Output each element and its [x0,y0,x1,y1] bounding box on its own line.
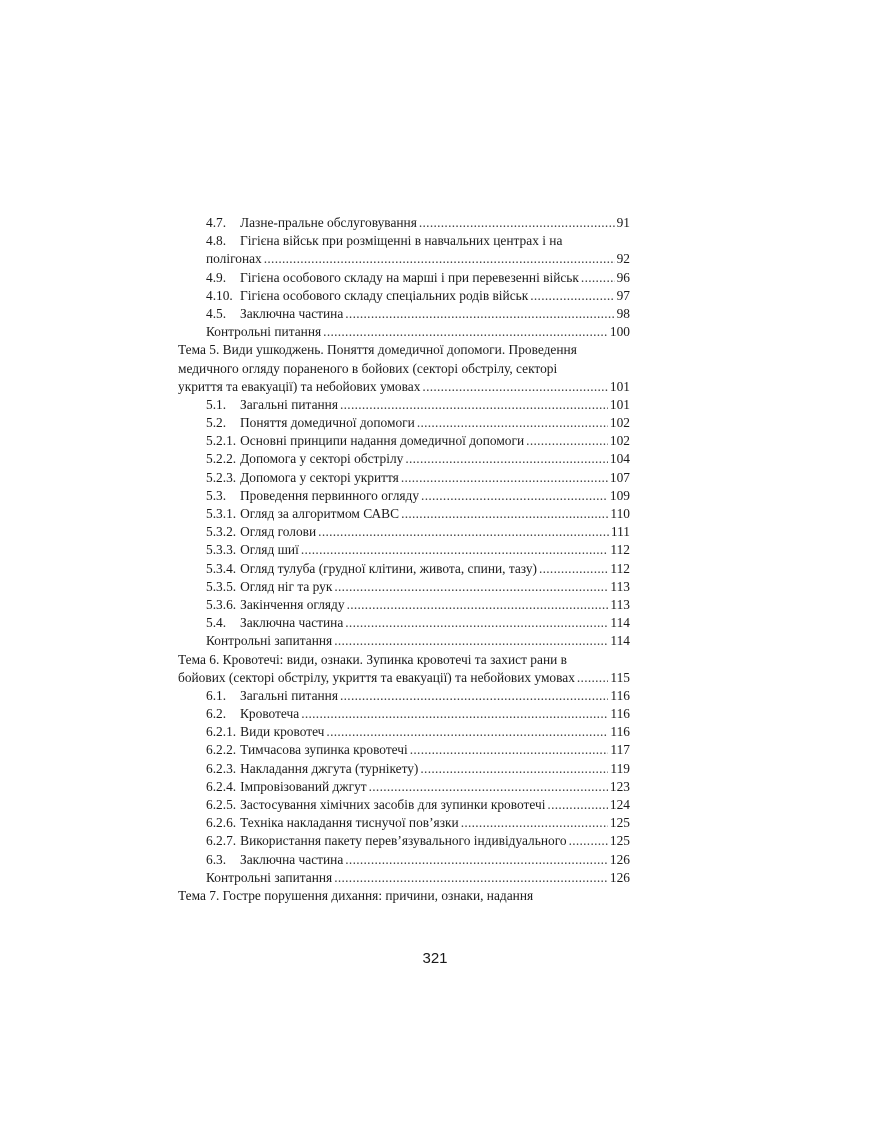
toc-entry-page: 119 [610,760,630,776]
toc-entry-number: 5.2.1. [206,433,237,449]
toc-leader-dots [334,632,608,650]
toc-entry [178,541,630,559]
toc-leader-dots [326,723,608,741]
toc-entry-number: 5.2.3. [206,469,237,485]
toc-entry [178,596,630,614]
toc-entry-number: 6.2.2. [206,742,237,758]
toc-entry-number: 6.3. [206,851,227,867]
toc-entry [178,651,630,669]
toc-leader-dots [405,450,608,468]
toc-leader-dots [422,378,607,396]
toc-entry [178,687,630,705]
toc-entry-title: Контрольні запитання [206,869,333,885]
toc-entry [178,360,630,378]
toc-entry-title: укриття та евакуації) та небойових умовах [178,378,421,394]
toc-entry [178,287,630,305]
toc-leader-dots [334,578,608,596]
toc-entry [178,814,630,832]
toc-entry-page: 116 [610,724,630,740]
toc-entry-number: 5.2. [206,415,227,431]
toc-entry-page: 126 [609,851,630,867]
toc-entry-title: Заключна частина [240,305,344,321]
toc-entry-number: 5.3. [206,487,227,503]
toc-leader-dots [345,614,608,632]
toc-entry-page: 112 [610,560,630,576]
toc-entry-page: 102 [609,415,630,431]
toc-entry-page: 110 [610,506,630,521]
toc-entry [178,378,630,396]
toc-entry-title: Поняття домедичної допомоги [240,415,415,431]
toc-entry-page: 116 [610,687,630,703]
toc-entry-title: Імпровізований джгут [240,778,367,794]
toc-entry [178,851,630,869]
toc-entry [178,523,630,541]
toc-leader-dots [547,796,607,814]
toc-entry-title: бойових (секторі обстрілу, укриття та евакуації) та небойових умовах [178,669,575,685]
toc-entry-page: 111 [610,524,630,540]
toc-leader-dots [420,760,608,778]
toc-entry-title: Застосування хімічних засобів для зупинки кровотечі [240,797,546,812]
toc-entry-title: Заключна частина [240,851,344,867]
toc-entry [178,760,630,778]
toc-entry-page: 107 [609,469,630,485]
toc-leader-dots [401,505,608,523]
toc-entry-title: Гігієна особового складу спеціальних родів військ [240,287,529,303]
toc-entry-number: 6.2.5. [206,797,237,812]
toc-entry [178,469,630,487]
toc-entry-title: Тимчасова зупинка кровотечі [240,742,408,758]
toc-leader-dots [334,869,608,887]
toc-entry-title: Тема 5. Види ушкоджень. Поняття домедичної допомоги. Проведення [178,342,577,358]
toc-entry-number: 6.2.4. [206,778,237,794]
toc-leader-dots [340,396,608,414]
toc-entry [178,323,630,341]
toc-entry [178,869,630,887]
toc-entry-page: 102 [609,433,630,449]
toc-leader-dots [264,250,615,268]
toc-leader-dots [417,414,608,432]
toc-leader-dots [421,487,608,505]
toc-entry [178,705,630,723]
toc-leader-dots [569,832,608,850]
toc-entry-page: 91 [616,215,630,230]
toc-leader-dots [369,778,608,796]
toc-entry-number: 4.8. [206,233,227,249]
toc-entry [178,341,630,359]
toc-leader-dots [318,523,609,541]
toc-entry-page: 126 [609,869,630,885]
toc-entry-title: Гігієна особового складу на марші і при перевезенні військ [240,269,579,285]
toc-leader-dots [301,541,609,559]
toc-entry [178,414,630,432]
toc-entry-number: 5.3.5. [206,578,237,594]
toc-entry-number: 6.1. [206,687,227,703]
toc-leader-dots [419,214,615,232]
toc-entry [178,578,630,596]
toc-entry-title: Загальні питання [240,687,339,703]
toc-entry-page: 114 [610,633,630,649]
toc-entry [178,432,630,450]
toc-entry [178,487,630,505]
toc-entry-page: 117 [610,742,630,758]
toc-leader-dots [539,560,608,578]
toc-entry [178,560,630,578]
toc-entry-page: 100 [609,324,630,340]
toc-entry-number: 6.2.7. [206,833,237,849]
toc-entry [178,450,630,468]
toc-entry-page: 113 [610,596,630,612]
toc-entry-title: Огляд ніг та рук [240,578,333,594]
toc-entry-number: 6.2.6. [206,815,237,831]
toc-entry-page: 123 [609,778,630,794]
toc-entry-title: полігонах [206,251,262,267]
toc-leader-dots [340,687,608,705]
toc-entry-page: 101 [609,378,630,394]
toc-entry-number: 6.2.3. [206,760,237,776]
toc-leader-dots [577,669,609,687]
toc-entry [178,250,630,268]
toc-entry-title: Огляд тулуба (грудної клітини, живота, спини, тазу) [240,560,537,576]
toc-entry-title: Контрольні питання [206,324,322,340]
toc-entry-page: 104 [609,451,630,467]
toc-leader-dots [345,851,608,869]
toc-entry [178,269,630,287]
toc-entry-page: 112 [610,542,630,558]
toc-entry-page: 124 [609,797,630,812]
toc-entry-title: Тема 7. Гостре порушення дихання: причини, ознаки, надання [178,887,534,903]
toc-leader-dots [345,305,614,323]
toc-entry [178,396,630,414]
toc-entry-title: Тема 6. Кровотечі: види, ознаки. Зупинка кровотечі та захист рани в [178,651,567,667]
toc-entry [178,614,630,632]
toc-entry-title: Накладання джгута (турнікету) [240,760,419,776]
toc-entry [178,632,630,650]
toc-leader-dots [410,741,609,759]
toc-entry-number: 5.2.2. [206,451,237,467]
toc-entry-title: Гігієна військ при розміщенні в навчальних центрах і на [240,233,563,249]
toc-entry-page: 92 [616,251,630,267]
toc-leader-dots [401,469,608,487]
toc-entry-title: Допомога у секторі укриття [240,469,399,485]
toc-entry-title: Заключна частина [240,615,344,631]
toc-leader-dots [581,269,615,287]
toc-entry-number: 5.3.3. [206,542,237,558]
toc-leader-dots [526,432,608,450]
toc-entry-title: Контрольні запитання [206,633,333,649]
toc-entry [178,887,630,905]
toc-entry [178,796,630,814]
toc-entry-title: Закінчення огляду [240,596,345,612]
toc-entry-number: 5.1. [206,396,227,412]
toc-entry-title: Допомога у секторі обстрілу [240,451,404,467]
toc-entry-page: 125 [609,815,630,831]
toc-entry [178,305,630,323]
toc-entry-number: 4.7. [206,215,227,230]
toc-entry-page: 116 [610,706,630,722]
toc-leader-dots [530,287,614,305]
toc-entry [178,723,630,741]
toc-entry-number: 4.10. [206,287,233,303]
toc-entry [178,505,630,523]
toc-entry-title: Види кровотеч [240,724,325,740]
toc-entry-page: 101 [609,396,630,412]
toc-entry-page: 109 [609,487,630,503]
toc-entry-page: 98 [616,305,630,321]
toc-entry-number: 4.9. [206,269,227,285]
toc-entry-number: 5.3.2. [206,524,237,540]
page-number: 321 [422,950,448,967]
toc-leader-dots [347,596,609,614]
table-of-contents [178,214,630,905]
toc-entry [178,778,630,796]
toc-entry [178,669,630,687]
toc-entry-title: Лазне-пральне обслуговування [240,215,417,230]
toc-entry-title: Проведення первинного огляду [240,487,420,503]
toc-entry-title: Огляд голови [240,524,317,540]
toc-entry-title: Основні принципи надання домедичної допомоги [240,433,525,449]
toc-entry-title: медичного огляду пораненого в бойових (секторі обстрілу, секторі [178,360,558,376]
toc-entry [178,232,630,250]
toc-leader-dots [323,323,608,341]
toc-entry-number: 5.3.6. [206,596,237,612]
toc-entry-title: Огляд шиї [240,542,299,558]
toc-entry-number: 6.2.1. [206,724,237,740]
toc-entry-page: 113 [610,578,630,594]
toc-entry [178,741,630,759]
toc-entry-title: Використання пакету перев’язувального індивідуального [240,833,567,849]
toc-entry-number: 5.4. [206,615,227,631]
toc-entry-page: 114 [610,615,630,631]
toc-entry-title: Загальні питання [240,396,339,412]
toc-entry-page: 115 [610,669,630,685]
toc-entry [178,832,630,850]
toc-entry-number: 6.2. [206,706,227,722]
toc-entry-number: 4.5. [206,305,227,321]
toc-entry-number: 5.3.1. [206,506,237,521]
toc-entry-title: Техніка накладання тиснучої пов’язки [240,815,459,831]
toc-entry-title: Огляд за алгоритмом САВС [240,506,400,521]
toc-entry-title: Кровотеча [240,706,300,722]
toc-entry [178,214,630,232]
toc-entry-page: 96 [616,269,630,285]
toc-leader-dots [301,705,608,723]
toc-leader-dots [461,814,608,832]
toc-entry-number: 5.3.4. [206,560,237,576]
toc-entry-page: 125 [609,833,630,849]
toc-entry-page: 97 [616,287,630,303]
